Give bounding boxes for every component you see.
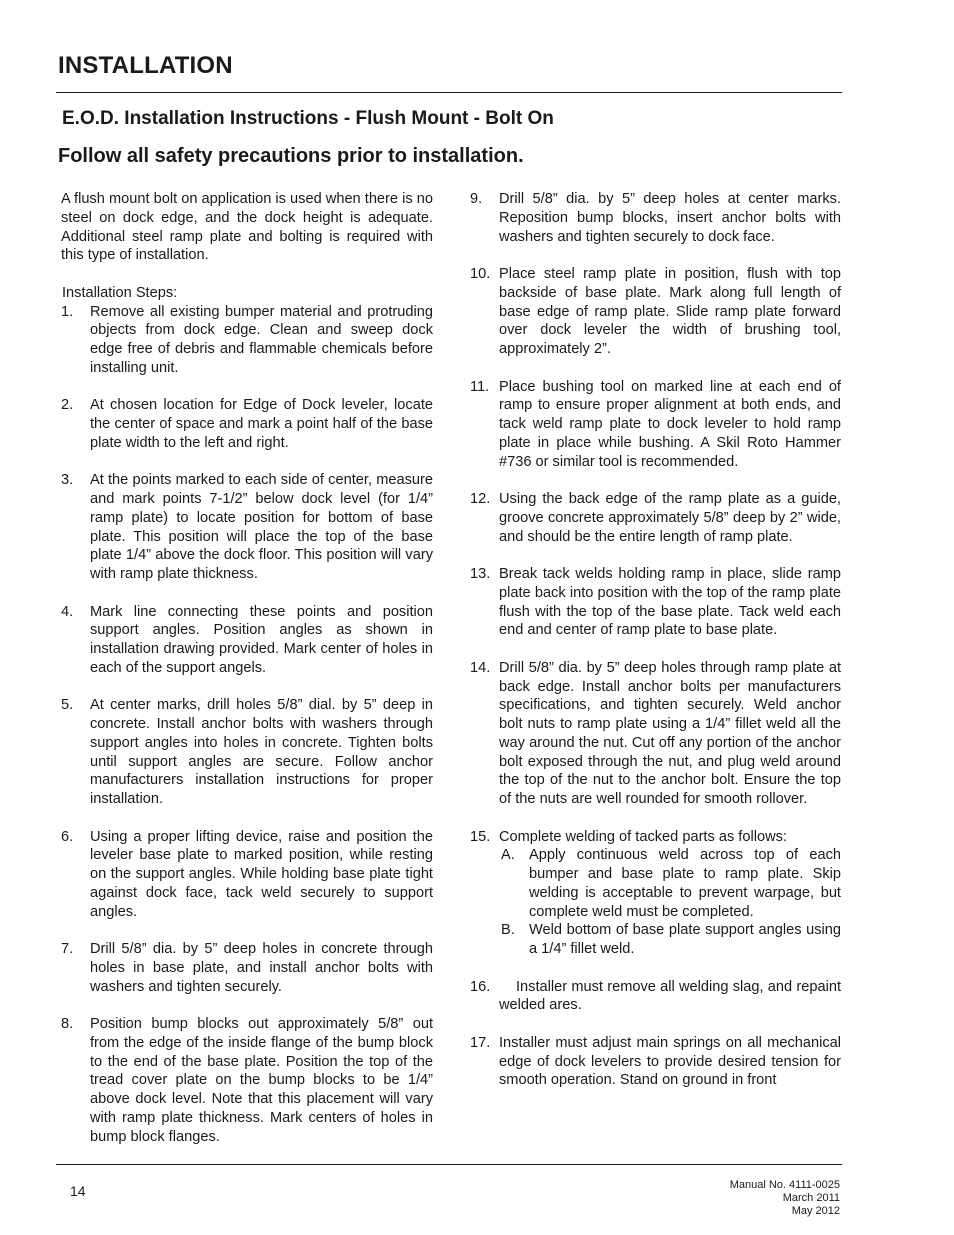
step-number: 11. [470, 378, 490, 395]
step-number: 17. [470, 1034, 491, 1051]
step-item [57, 1015, 433, 1146]
step-text: Using the back edge of the ramp plate as a guide, groove concrete approximately 5/8” deep by 2” wide, and should be the entire length of ramp plate. [499, 491, 841, 545]
sub-step-letter: A. [501, 847, 515, 864]
step-item [57, 603, 433, 678]
footer-info [640, 1179, 840, 1218]
page-title: INSTALLATION [58, 52, 233, 79]
step-text: Installer must remove all welding slag, and repaint welded ares. [499, 978, 846, 1014]
safety-heading: Follow all safety precautions prior to installation. [58, 145, 524, 167]
section-title: E.O.D. Installation Instructions - Flush Mount - Bolt On [62, 108, 554, 129]
step-number: 10. [470, 266, 491, 282]
sub-step-letter: B. [501, 922, 515, 939]
steps-label: Installation Steps: [62, 284, 178, 301]
step-item [57, 696, 433, 809]
step-number: 1. [61, 303, 74, 320]
revision-date-2: May 2012 [791, 1205, 840, 1217]
step-text: Drill 5/8” dia. by 5” deep holes through ramp plate at back edge. Install anchor bolts per manufacturers specifications, and tighten securely. Weld anchor bolt nuts to ramp plate using a 1/4” fillet weld all the way around the nut. Cut off any portion of the anchor bolt exposed through the nut, and plug weld around the top of the nut to the anchor bolt. Ensure the top of the nuts are well rounded for smooth rollover. [499, 659, 841, 807]
step-text: Drill 5/8” dia. by 5” deep holes in concrete through holes in base plate, and install anchor bolts with washers and tighten securely. [90, 941, 433, 995]
step-number: 16. [470, 978, 491, 995]
step-text: At center marks, drill holes 5/8” dial. by 5” deep in concrete. Install anchor bolts with washers through support angles into holes in concrete. Tighten bolts until support angles are secure. Follow anchor manufacturers installation instructions for proper installation. [90, 697, 433, 807]
step-item [57, 303, 433, 378]
sub-step-text: Apply continuous weld across top of each bumper and base plate to ramp plate. Skip welding is acceptable to prevent warpage, but complete weld must be completed. [529, 847, 841, 920]
step-item [470, 828, 841, 959]
step-number: 8. [61, 1016, 74, 1032]
right-column [470, 190, 846, 1109]
step-item [470, 265, 841, 359]
step-number: 3. [61, 472, 74, 489]
step-item [470, 978, 846, 1016]
step-number: 9. [470, 191, 483, 207]
step-item [57, 471, 433, 584]
step-number: 13. [470, 566, 491, 582]
step-number: 14. [470, 659, 491, 676]
step-number: 12. [470, 491, 491, 507]
sub-step-item [499, 846, 841, 921]
step-text: At the points marked to each side of center, measure and mark points 7-1/2” below dock level (for 1/4” ramp plate) to locate position for bottom of base plate. This position will place the top of the base plate 1/4” above the dock floor. This position will vary with ramp plate thickness. [90, 472, 433, 582]
step-text: Place steel ramp plate in position, flush with top backside of base plate. Mark along full length of base edge of ramp plate. Slide ramp plate forward over dock leveler the width of brushing tool, approximately 2”. [499, 266, 841, 357]
step-text: At chosen location for Edge of Dock leveler, locate the center of space and mark a point half of the base plate width to the left and right. [90, 397, 433, 451]
step-item [470, 378, 841, 472]
intro-paragraph: A flush mount bolt on application is used when there is no steel on dock edge, and the dock height is adequate. Additional steel ramp plate and bolting is required with this type of installation. [61, 191, 433, 264]
step-item [470, 490, 841, 546]
step-item [57, 828, 433, 922]
step-text: Place bushing tool on marked line at each end of ramp to ensure proper alignment at both ends, and tack weld ramp plate to dock leveler to hold ramp plate in place while bushing. A Skil Roto Hammer #736 or similar tool is recommended. [499, 378, 841, 470]
step-number: 4. [61, 603, 74, 620]
step-number: 15. [470, 828, 491, 845]
step-text: Using a proper lifting device, raise and position the leveler base plate to marked position, while resting on the support angles. While holding base plate tight against dock face, tack weld securely to support angles. [90, 828, 433, 920]
step-item [57, 396, 433, 452]
step-number: 6. [61, 828, 74, 845]
step-number: 7. [61, 941, 74, 957]
step-item [470, 659, 841, 809]
step-item [470, 1034, 841, 1090]
sub-step-text: Weld bottom of base plate support angles using a 1/4” fillet weld. [529, 922, 841, 957]
step-item [470, 190, 841, 246]
step-number: 2. [61, 397, 74, 414]
step-text: Mark line connecting these points and position support angles. Position angles as shown in installation drawing provided. Mark center of holes in each of the support angels. [90, 603, 433, 676]
revision-date-1: March 2011 [782, 1192, 840, 1204]
header-divider [56, 92, 842, 93]
step-text: Drill 5/8” dia. by 5” deep holes at center marks. Reposition bump blocks, insert anchor bolts with washers and tighten securely to dock face. [499, 191, 841, 245]
left-column [57, 190, 433, 1165]
page-number: 14 [70, 1183, 86, 1199]
step-item [57, 940, 433, 996]
manual-number: Manual No. 4111-0025 [729, 1179, 840, 1191]
step-text: Break tack welds holding ramp in place, slide ramp plate back into position with the top of the ramp plate flush with the top of the base plate. Tack weld each end and center of ramp plate to base plate. [499, 566, 841, 639]
step-text: Installer must adjust main springs on all mechanical edge of dock levelers to provide desired tension for smooth operation. Stand on ground in front [499, 1034, 841, 1089]
step-list-left [57, 303, 433, 1147]
sub-step-item [499, 921, 841, 959]
footer-divider [56, 1164, 842, 1165]
step-text: Position bump blocks out approximately 5/8” out from the edge of the inside flange of the bump block to the end of the base plate. Position the top of the tread cover plate on the bump blocks to be 1/4” above dock level. Note that this placement will vary with ramp plate thickness. Mark centers of holes in bump block flanges. [90, 1016, 433, 1145]
step-number: 5. [61, 697, 74, 714]
step-text: Complete welding of tacked parts as follows: [499, 828, 787, 845]
step-item [470, 565, 841, 640]
step-list-right [470, 190, 846, 1090]
step-text: Remove all existing bumper material and protruding objects from dock edge. Clean and sweep dock edge free of debris and flammable chemicals before installing unit. [90, 303, 433, 376]
